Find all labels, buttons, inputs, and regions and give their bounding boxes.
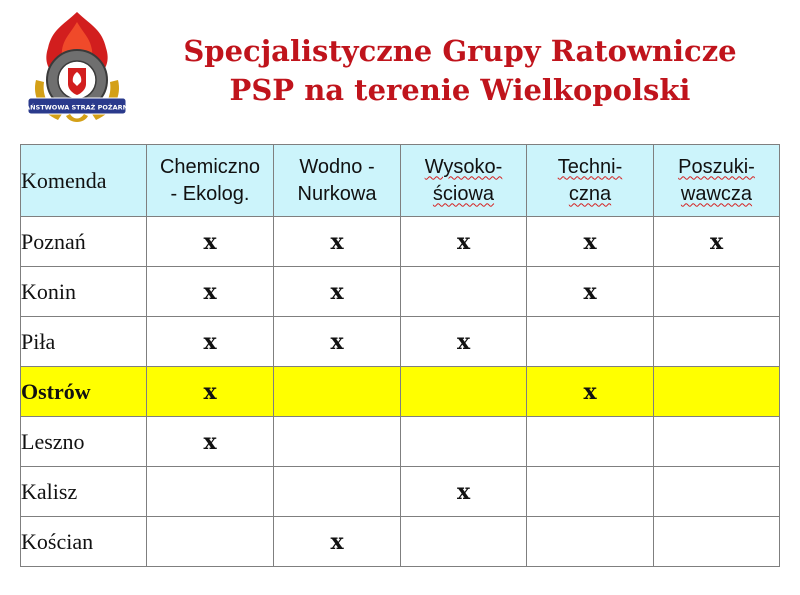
row-name: Leszno xyxy=(21,417,147,467)
header-line: czna xyxy=(568,182,612,205)
cell-mark: x xyxy=(147,367,274,417)
header-techniczna xyxy=(527,145,654,217)
row-name: Kalisz xyxy=(21,467,147,517)
cell-mark: x xyxy=(654,217,780,267)
header-line: wawcza xyxy=(680,182,753,205)
cell-mark xyxy=(274,467,401,517)
logo-banner-text: PAŃSTWOWA STRAŻ POŻARNA xyxy=(22,103,132,112)
header-line: Wodno - xyxy=(299,155,375,178)
header-line: - Ekolog. xyxy=(170,182,250,205)
cell-mark: x xyxy=(147,217,274,267)
title-line-1: Specjalistyczne Grupy Ratownicze xyxy=(183,34,737,68)
header-line: Chemiczno xyxy=(159,155,261,178)
cell-mark: x xyxy=(527,267,654,317)
cell-mark: x xyxy=(147,267,274,317)
cell-mark xyxy=(401,517,527,567)
cell-mark xyxy=(654,417,780,467)
cell-mark: x xyxy=(147,417,274,467)
cell-mark: x xyxy=(274,317,401,367)
table-row xyxy=(21,317,780,367)
psp-fire-service-emblem-icon xyxy=(22,8,132,130)
cell-mark xyxy=(527,517,654,567)
header-poszukiwawcza xyxy=(654,145,780,217)
header-wysokosciowa xyxy=(401,145,527,217)
header-wodno-nurkowa xyxy=(274,145,401,217)
cell-mark: x xyxy=(147,317,274,367)
header-line: Poszuki- xyxy=(678,155,755,178)
cell-mark xyxy=(274,417,401,467)
cell-mark xyxy=(274,367,401,417)
header-line: ściowa xyxy=(432,182,495,205)
rescue-groups-table xyxy=(20,144,780,567)
cell-mark: x xyxy=(527,367,654,417)
cell-mark xyxy=(654,517,780,567)
header-line: Techni- xyxy=(557,155,623,178)
cell-mark xyxy=(527,417,654,467)
cell-mark xyxy=(147,517,274,567)
cell-mark xyxy=(401,417,527,467)
cell-mark: x xyxy=(401,217,527,267)
table-row-highlighted xyxy=(21,367,780,417)
cell-mark xyxy=(527,467,654,517)
cell-mark xyxy=(401,367,527,417)
psp-logo xyxy=(22,8,132,130)
row-name: Poznań xyxy=(21,217,147,267)
cell-mark xyxy=(527,317,654,367)
table-row xyxy=(21,417,780,467)
cell-mark: x xyxy=(274,517,401,567)
page-title xyxy=(150,32,770,110)
cell-mark: x xyxy=(274,267,401,317)
row-name: Piła xyxy=(21,317,147,367)
cell-mark: x xyxy=(274,217,401,267)
table-row xyxy=(21,467,780,517)
header-chemiczno-ekolog xyxy=(147,145,274,217)
row-name: Kościan xyxy=(21,517,147,567)
cell-mark xyxy=(654,267,780,317)
table-row xyxy=(21,267,780,317)
cell-mark xyxy=(654,367,780,417)
cell-mark: x xyxy=(527,217,654,267)
row-name: Ostrów xyxy=(21,367,147,417)
header-komenda: Komenda xyxy=(21,145,147,217)
header-line: Nurkowa xyxy=(297,182,377,205)
cell-mark: x xyxy=(401,317,527,367)
cell-mark xyxy=(654,317,780,367)
cell-mark xyxy=(401,267,527,317)
header-line: Wysoko- xyxy=(424,155,503,178)
cell-mark: x xyxy=(401,467,527,517)
table-row xyxy=(21,517,780,567)
table-row xyxy=(21,217,780,267)
row-name: Konin xyxy=(21,267,147,317)
title-line-2: PSP na terenie Wielkopolski xyxy=(229,73,691,107)
cell-mark xyxy=(654,467,780,517)
table-header-row xyxy=(21,145,780,217)
cell-mark xyxy=(147,467,274,517)
